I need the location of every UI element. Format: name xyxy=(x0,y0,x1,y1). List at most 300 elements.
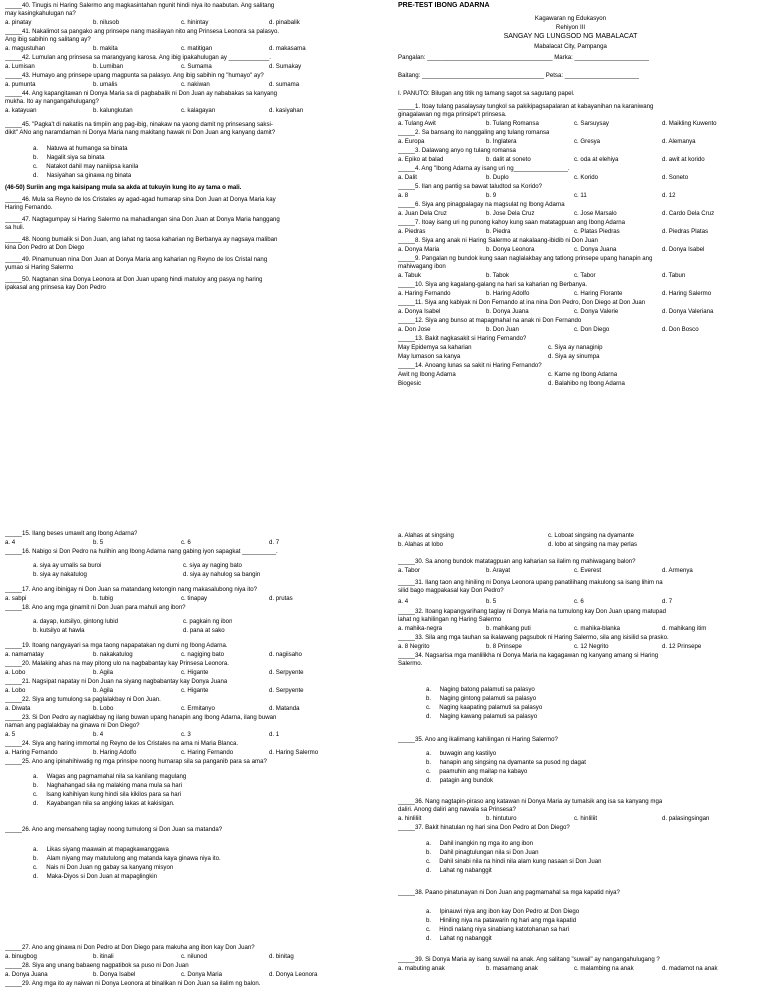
option: b. Jose Dela Cruz xyxy=(486,210,535,217)
option: b. masamang anak xyxy=(486,965,538,972)
option: d. binitag xyxy=(269,953,294,960)
option: c. Everest xyxy=(574,567,602,574)
question-32: _____32. Itoang kapangyarihang taglay ni Donya Maria na tumulong kay Don Juan upang matupad xyxy=(398,608,666,615)
option: a. 5 xyxy=(5,731,16,738)
option: Hindi nalang niya sinabiang katotohanan sa hari xyxy=(439,926,569,933)
option: a. Lobo xyxy=(5,687,26,694)
question-18-row-2 xyxy=(5,627,225,635)
option: c. Loboat singsing na dyamante xyxy=(548,532,635,539)
option: d. Donya Isabel xyxy=(662,246,705,253)
option: a. mabuting anak xyxy=(398,965,445,972)
question-35-option-d: d. patagin ang bundok xyxy=(426,777,494,784)
question-45: _____45. "Pagka't di nakatiis na timpiin ang pag-ibig, ninakaw na yaong damit ng prinsesang saksi- xyxy=(5,121,273,128)
option: b. Haring Adolfo xyxy=(93,749,137,756)
option: May lumason sa kanya xyxy=(398,353,461,360)
option: d. palasingsingan xyxy=(662,815,710,822)
option: c. matitigan xyxy=(181,45,213,52)
option: a. Lobo xyxy=(5,669,26,676)
option: d. Sumakay xyxy=(269,63,302,70)
question-41: _____41. Nakalimot sa pangako ang prinsepe nang masilayan nito ang Prinsesa Leonora sa palasyo. xyxy=(5,28,280,35)
option: b. Tulang Romansa xyxy=(486,120,539,127)
option: d. makasama xyxy=(269,45,306,52)
question-34: _____34. Nagsarisa mga manlilikha ni Donya Maria na kagagawan ng kanyang amang si Haring xyxy=(398,652,659,659)
question-1-options xyxy=(398,120,750,128)
option: b. Piedra xyxy=(486,228,511,235)
option: c. Haring Florante xyxy=(574,290,623,297)
option: b. nakakatulog xyxy=(93,651,133,658)
question-3: _____3. Dalawang anyo ng tulang romansa xyxy=(398,147,516,154)
option: a. Dalit xyxy=(398,174,417,181)
question-46: _____46. Mula sa Reyno de los Cristales ay agad-agad humarap sina Don Juan at Donya Maria kay xyxy=(5,196,276,203)
instructions: I. PANUTO: Bilugan ang titik ng tamang sagot sa sagutang papel. xyxy=(398,90,575,97)
question-50-cont: ipakasal ang prinsesa kay Don Pedro xyxy=(5,284,106,291)
question-16-row-2 xyxy=(5,571,260,579)
question-25-option-d: d. Kayabangan nila sa angking lakas at kakisigan. xyxy=(33,800,175,807)
question-50: _____50. Nagtanan sina Donya Leonora at Don Juan upang hindi matuloy ang pasya ng haring xyxy=(5,276,263,283)
question-44-cont: mukha. Ito ay nangangahulugang? xyxy=(5,98,99,105)
option: a. Tabuk xyxy=(398,272,421,279)
question-34-option-d: d. Naging kawang palamuti sa palasyo xyxy=(426,713,538,720)
question-35: _____35. Ano ang ikalimang kahilingan ni Haring Salermo? xyxy=(398,736,558,743)
option: c. Sumama xyxy=(181,63,212,70)
option: a. Piedras xyxy=(398,228,426,235)
option: b. Alahas at lobo xyxy=(398,541,444,548)
question-25: _____25. Ano ang ipinahihiwatig ng mga prinsipe noong humarap sila sa panganib para sa ama? xyxy=(5,758,267,765)
option: hanapin ang singsing na dyamante sa pusod ng dagat xyxy=(439,759,586,766)
option: b. hintuturo xyxy=(486,815,517,822)
option: d. Piedras Platas xyxy=(662,228,709,235)
question-42-options xyxy=(5,63,357,71)
option: c. 11 xyxy=(574,192,587,199)
option: b. Donya Leonora xyxy=(486,246,535,253)
question-1: _____1. Itoay tulang pasalaysay tungkol sa pakikipagsapalaran at kabayanihan na karaniwang xyxy=(398,103,654,110)
question-33: _____33. Sila ang mga tauhan sa ikalawang pagsubok ni Haring Salermo, sila ang isisilid sa prasko. xyxy=(398,634,669,641)
option: c. Donya Maria xyxy=(181,971,222,978)
option: a. Europa xyxy=(398,138,425,145)
question-20: _____20. Malaking ahas na may pitong ulo na nagbabantay kay Prinsesa Leonora. xyxy=(5,660,229,667)
question-23-options xyxy=(5,731,357,739)
question-14: _____14. Anoang lunas sa sakit ni Haring Fernando? xyxy=(398,362,542,369)
option: d. Armenya xyxy=(662,567,693,574)
question-36: _____36. Nang nagtapin-piraso ang katawan ni Donya Maria ay tumalsik ang isa sa kanyang mga xyxy=(398,798,663,805)
question-8: _____8. Siya ang anak ni Haring Salermo at nakalaang-ibidib ni Don Juan xyxy=(398,237,598,244)
option: a. pinatay xyxy=(5,19,32,26)
question-49-cont: yumao si Haring Salermo xyxy=(5,264,74,271)
option: Wagas ang pagmamahal nila sa kanilang magulang xyxy=(46,773,187,780)
option: buwagin ang kastilyo xyxy=(439,750,497,757)
option: c. nilunod xyxy=(181,953,208,960)
option: a. Tabor xyxy=(398,567,420,574)
question-33-options xyxy=(398,643,750,651)
question-28: _____28. Siya ang unang babaeng nagpatibok sa puso ni Don Juan xyxy=(5,962,189,969)
option: a. magustuhan xyxy=(5,45,46,52)
question-10-options xyxy=(398,290,750,298)
question-6: _____6. Siya ang pinagpalagay na magsulat ng Ibong Adarna xyxy=(398,201,565,208)
option: Nais ni Don Juan ng gabay sa kanyang misyon xyxy=(46,864,174,871)
option: a. Donya Juana xyxy=(5,971,48,978)
option: d. Matanda xyxy=(269,705,300,712)
question-26-option-a: a. Likas siyang maawain at mapagkawanggawa xyxy=(33,846,169,853)
option: c. 6 xyxy=(181,539,191,546)
question-34-option-a: a. Naging batong palamuti sa palasyo xyxy=(426,686,535,693)
option: c. malambing na anak xyxy=(574,965,634,972)
option: b. 9 xyxy=(486,192,497,199)
option: c. nagiging bato xyxy=(181,651,225,658)
option: b. makita xyxy=(93,45,118,52)
option: Naging gintong palamuti sa palasyo xyxy=(439,695,537,702)
option: b. Arayat xyxy=(486,567,511,574)
question-18-row-1 xyxy=(5,618,232,626)
grade-field: Baitang: ____________________________________ Petsa: ______________________ xyxy=(398,72,640,79)
option: c. Higante xyxy=(181,669,209,676)
option: c. 3 xyxy=(181,731,191,738)
option: d. Serpyente xyxy=(269,687,304,694)
option: a. Alahas at singsing xyxy=(398,532,454,539)
option: d. Don Bosco xyxy=(662,326,699,333)
option: d. Alemanya xyxy=(662,138,696,145)
question-26-option-c: c. Nais ni Don Juan ng gabay sa kanyang misyon xyxy=(33,864,174,871)
option: d. Donya Valeriana xyxy=(662,308,714,315)
option: Nasiyahan sa ginawa ng binata xyxy=(46,172,132,179)
question-36-options xyxy=(398,815,750,823)
option: a. Lumisan xyxy=(5,63,35,70)
option: a. Donya Isabel xyxy=(398,308,441,315)
question-29-row-1 xyxy=(398,532,634,540)
option: d. Siya ay sinumpa xyxy=(548,353,600,360)
option: Dahil sinabi nila na hindi nila alam kung nasaan si Don Juan xyxy=(439,858,602,865)
question-22: _____22. Siya ang tumulong sa paglalakbay ni Don Juan. xyxy=(5,696,161,703)
question-9-cont: mahiwagang ibon xyxy=(398,263,446,270)
option: Naging kawang palamuti sa palasyo xyxy=(439,713,538,720)
option: a. Tulang Awit xyxy=(398,120,436,127)
option: b. 4 xyxy=(93,731,104,738)
option: Likas siyang maawain at mapagkawanggawa xyxy=(46,846,169,853)
option: c. pagkain ng ibon xyxy=(183,618,233,625)
question-7-options xyxy=(398,228,750,236)
question-24-options xyxy=(5,749,357,757)
question-9-options xyxy=(398,272,750,280)
option: c. Jose Marsalo xyxy=(574,210,617,217)
option: d. kasiyahan xyxy=(269,107,304,114)
option: d. 12 xyxy=(662,192,676,199)
option: Naghahangad sila ng malaking mana mula sa hari xyxy=(46,782,183,789)
question-40-cont: may kasingkahulugan na? xyxy=(5,10,76,17)
question-48-cont: kina Don Pedro at Don Diego xyxy=(5,244,85,251)
question-38-option-b: b. Hiniling niya na patawarin ng hari ang mga kapatid xyxy=(426,917,577,924)
question-40-options xyxy=(5,19,357,27)
question-44-options xyxy=(5,107,357,115)
question-37-option-c: c. Dahil sinabi nila na hindi nila alam kung nasaan si Don Juan xyxy=(426,858,602,865)
option: Hiniling niya na patawarin ng hari ang mga kapatid xyxy=(439,917,577,924)
option: c. Sarsuysay xyxy=(574,120,609,127)
option: Lahat ng nabanggit xyxy=(439,935,492,942)
option: a. Donya Maria xyxy=(398,246,440,253)
option: a. Diwata xyxy=(5,705,31,712)
question-2-options xyxy=(398,138,750,146)
option: c. mahika-blanka xyxy=(574,625,621,632)
header-line-3: SANGAY NG LUNGSOD NG MABALACAT xyxy=(503,33,638,40)
question-17: _____17. Ano ang ibinigay ni Don Juan sa matandang ketongin nang makasalubong niya ito? xyxy=(5,586,258,593)
option: a. sabpi xyxy=(5,595,27,602)
option: Dahil inangkin ng mga ito ang ibon xyxy=(439,840,534,847)
option: b. tubig xyxy=(93,595,113,602)
option: c. Don Diego xyxy=(574,326,610,333)
option: a. 4 xyxy=(398,598,409,605)
question-42: _____42. Lumulan ang prinsesa sa marangyang karosa. Ang ibig ipakahulugan ay ____________. xyxy=(5,54,271,61)
option: Ipinauwi niya ang ibon kay Don Pedro at Don Diego xyxy=(439,908,580,915)
question-39: _____39. Si Donya Maria ay isang suwail na anak. Ang salitang "suwail" ay nangangahulugang ? xyxy=(398,956,660,963)
option: c. kalagayan xyxy=(181,107,216,114)
question-4: _____4. Ang "Ibong Adarna ay isang uri ng________________. xyxy=(398,165,570,172)
option: c. tinapay xyxy=(181,595,208,602)
option: c. Karne ng Ibong Adarna xyxy=(548,371,618,378)
question-13: _____13. Bakit nagkasakit si Haring Fernando? xyxy=(398,335,527,342)
question-14-row-1 xyxy=(398,371,617,379)
option: b. 8 Prinsepe xyxy=(486,643,522,650)
question-45-option-d: d. Nasiyahan sa ginawa ng binata xyxy=(33,172,132,179)
question-29: _____29. Ang mga ito ay naiwan ni Donya Leonora at binalikan ni Don Juan sa ilalim ng balon. xyxy=(5,980,261,987)
question-12-options xyxy=(398,326,750,334)
question-19: _____19. Itoang nangyayari sa mga taong napapatakan ng dumi ng Ibong Adarna. xyxy=(5,642,228,649)
option: b. Don Juan xyxy=(486,326,519,333)
question-26: _____26. Ano ang mensaheng taglay noong tumulong si Don Juan sa matanda? xyxy=(5,826,223,833)
option: a. Haring Fernando xyxy=(5,749,58,756)
question-38: _____38. Paano pinatunayan ni Don Juan ang pagmamahal sa mga kapatid niya? xyxy=(398,889,620,896)
option: b. siya ay nakatulog xyxy=(33,571,87,578)
option: Dahil pinagtulungan nila si Don Juan xyxy=(439,849,539,856)
option: d. siya ay nahulog sa bangin xyxy=(183,571,261,578)
question-27: _____27. Ano ang ginawa ni Don Pedro at Don Diego para makuha ang ibon kay Don Juan? xyxy=(5,944,255,951)
option: b. 5 xyxy=(486,598,497,605)
question-5-options xyxy=(398,192,750,200)
option: a. mahika-negra xyxy=(398,625,443,632)
option: d. prutas xyxy=(269,595,293,602)
option: Naging kaapating palamuti sa palasyo xyxy=(439,704,543,711)
question-35-option-a: a. buwagin ang kastilyo xyxy=(426,750,497,757)
question-18: _____18. Ano ang mga ginamit ni Don Juan para mahuli ang ibon? xyxy=(5,604,186,611)
question-34-option-b: b. Naging gintong palamuti sa palasyo xyxy=(426,695,537,702)
question-44: _____44. Ang kapangitawan ni Donya Maria sa di pagbabalik ni Don Juan ay nababakas sa kanyang xyxy=(5,90,278,97)
option: d. lobo at singsing na may perlas xyxy=(548,541,638,548)
option: d. Haring Salermo xyxy=(269,749,319,756)
option: a. 4 xyxy=(5,539,16,546)
option: a. pumunta xyxy=(5,81,36,88)
option: c. Platas Piedras xyxy=(574,228,620,235)
option: b. Lobo xyxy=(93,705,114,712)
question-45-option-a: a. Natuwa at humanga sa binata xyxy=(33,145,128,152)
question-40: _____40. Tinugis ni Haring Salermo ang magkasintahan ngunit hindi niya ito naabutan. Ang salitang xyxy=(5,2,275,9)
question-34-cont: Salermo. xyxy=(398,660,423,667)
option: a. namamatay xyxy=(5,651,44,658)
option: c. nakiwan xyxy=(181,81,210,88)
option: a. katayuan xyxy=(5,107,37,114)
option: Awit ng Ibong Adarna xyxy=(398,371,456,378)
question-11-options xyxy=(398,308,750,316)
question-45-option-c: c. Natakot dahil may naniiipsa kanila xyxy=(33,163,139,170)
question-37-option-b: b. Dahil pinagtulungan nila si Don Juan xyxy=(426,849,539,856)
option: a. Haring Fernando xyxy=(398,290,451,297)
option: Alam niyang may matutulong ang matanda kaya ginawa niya ito. xyxy=(46,855,221,862)
option: d. mahikang itim xyxy=(662,625,707,632)
option: b. Tabok xyxy=(486,272,509,279)
option: c. Donya Juana xyxy=(574,246,617,253)
option: paamuhin ang mailap na kabayo xyxy=(439,768,528,775)
question-47: _____47. Nagtagumpay si Haring Salermo na mahadlangan sina Don Juan at Donya Maria hanggang xyxy=(5,216,280,223)
question-21: _____21. Nagsipat napatay ni Don Juan na siyang nagbabantay kay Donya Juana xyxy=(5,678,228,685)
option: b. 5 xyxy=(93,539,104,546)
question-15-options xyxy=(5,539,357,547)
option: d. Soneto xyxy=(662,174,689,181)
question-45-option-b: b. Nagalit siya sa binata xyxy=(33,154,105,161)
header-line-4: Mabalacat City, Pampanga xyxy=(534,43,607,50)
header-line-1: Kagawaran ng Edukasyon xyxy=(534,15,607,22)
option: Biogesic xyxy=(398,380,422,387)
option: d. Cardo Dela Cruz xyxy=(662,210,715,217)
question-1-cont: ginagalawan ng mga prinsipe't prinsesa. xyxy=(398,111,507,118)
question-46-cont: Haring Fernando. xyxy=(5,204,53,211)
question-25-option-c: c. Isang kahihiyan kung hindi sila kikilos para sa hari xyxy=(33,791,182,798)
option: d. 12 Prinsepe xyxy=(662,643,702,650)
option: c. Donya Valerie xyxy=(574,308,619,315)
option: b. Donya Isabel xyxy=(93,971,136,978)
question-6-options xyxy=(398,210,750,218)
option: Nagalit siya sa binata xyxy=(46,154,105,161)
option: d. 1 xyxy=(269,731,280,738)
option: c. siya ay naging bato xyxy=(183,562,242,569)
question-13-row-2 xyxy=(398,353,600,361)
option: a. siya ay umalis sa buroi xyxy=(33,562,102,569)
option: c. Gresya xyxy=(574,138,601,145)
question-25-option-b: b. Naghahangad sila ng malaking mana mula sa hari xyxy=(33,782,183,789)
section-heading: (46-50) Suriin ang mga kaisipang mula sa akda at tukuyin kung ito ay tama o mali. xyxy=(5,184,242,191)
option: c. 6 xyxy=(574,598,584,605)
question-37: _____37. Bakit hinatulan ng hari sina Don Pedro at Don Diego? xyxy=(398,824,570,831)
question-49: _____49. Pinamunuan nina Don Juan at Donya Maria ang kaharian ng Reyno de los Cristal nang xyxy=(5,256,268,263)
option: d. Balahibo ng Ibong Adarna xyxy=(548,380,625,387)
option: b. Haring Adolfo xyxy=(486,290,530,297)
question-19-options xyxy=(5,651,357,659)
option: b. dalit at soneto xyxy=(486,156,531,163)
question-8-options xyxy=(398,246,750,254)
question-9: _____9. Pangalan ng bundok kung saan naglalakbay ang tatlong prinsepe upang hanapin ang xyxy=(398,255,653,262)
option: c. oda at elehiya xyxy=(574,156,619,163)
question-27-options xyxy=(5,953,357,961)
option: Natakot dahil may naniiipsa kanila xyxy=(46,163,139,170)
question-30: _____30. Sa anong bundok matatagpuan ang kaharian sa ilalim ng mahiwagang balon? xyxy=(398,558,636,565)
option: c. hinintay xyxy=(181,19,209,26)
option: d. Tabun xyxy=(662,272,686,279)
option: d. 7 xyxy=(269,539,280,546)
option: b. kalungkutan xyxy=(93,107,133,114)
option: b. Donya Juana xyxy=(486,308,529,315)
option: Isang kahihiyan kung hindi sila kikilos para sa hari xyxy=(46,791,182,798)
option: Lahat ng nabanggit xyxy=(439,867,492,874)
option: c. hinliliit xyxy=(574,815,598,822)
question-20-options xyxy=(5,669,357,677)
question-31: _____31. Ilang taon ang hiniling ni Donya Leonora upang panatilihang makulong sa isang lihim na xyxy=(398,579,663,586)
option: b. Agila xyxy=(93,687,113,694)
option: d. Haring Salermo xyxy=(662,290,712,297)
option: a. binugbog xyxy=(5,953,37,960)
option: Naging batong palamuti sa palasyo xyxy=(439,686,535,693)
question-37-option-d: d. Lahat ng nabanggit xyxy=(426,867,492,874)
option: a. Don Jose xyxy=(398,326,431,333)
question-47-cont: sa huli. xyxy=(5,224,25,231)
option: d. Serpyente xyxy=(269,669,304,676)
option: c. Korido xyxy=(574,174,599,181)
question-26-option-d: d. Maka-Diyos si Don Juan at mapaglingkin xyxy=(33,873,157,880)
question-3-options xyxy=(398,156,750,164)
question-35-option-c: c. paamuhin ang mailap na kabayo xyxy=(426,768,528,775)
page-title: PRE-TEST IBONG ADARNA xyxy=(398,2,490,9)
name-field: Pangalan: _____________________________________ Marka: ______________________ xyxy=(398,54,650,61)
option: b. Agila xyxy=(93,669,113,676)
option: a. Juan Dela Cruz xyxy=(398,210,447,217)
option: c. Tabor xyxy=(574,272,596,279)
option: c. 12 Negrito xyxy=(574,643,609,650)
question-13-row-1 xyxy=(398,344,603,352)
question-12: _____12. Siya ang bunso at mapagmahal na anak ni Don Fernando xyxy=(398,317,582,324)
question-36-cont: daliri. Anong daliri ang nawala sa Prinsesa? xyxy=(398,806,516,813)
question-37-option-a: a. Dahil inangkin ng mga ito ang ibon xyxy=(426,840,534,847)
option: a. 8 Negrito xyxy=(398,643,430,650)
option: a. hinliliit xyxy=(398,815,422,822)
option: d. nagiisaho xyxy=(269,651,302,658)
question-41-cont: Ang ibig sabihin ng salitang ay? xyxy=(5,36,91,43)
option: Natuwa at humanga sa binata xyxy=(46,145,128,152)
option: a. Epiko at balad xyxy=(398,156,444,163)
option: d. 7 xyxy=(662,598,673,605)
question-14-row-2 xyxy=(398,380,625,388)
option: b. umalis xyxy=(93,81,118,88)
option: d. pinabalik xyxy=(269,19,300,26)
question-38-option-c: c. Hindi nalang niya sinabiang katotohanan sa hari xyxy=(426,926,569,933)
question-39-options xyxy=(398,965,750,973)
option: b. kutsilyo at hawla xyxy=(33,627,85,634)
question-48: _____48. Noong bumalik si Don Juan, ang lahat ng taosa kaharian ng Berbanya ay nagsaya maliban xyxy=(5,236,278,243)
question-43: _____43. Humayo ang prinsepe upang magpunta sa palasyo. Ang ibig sabihin ng "humayo" ay? xyxy=(5,72,264,79)
option: c. Haring Fernando xyxy=(181,749,234,756)
question-17-options xyxy=(5,595,357,603)
question-10: _____10. Siya ang kagalang-galang na hari sa kaharian ng Berbanya. xyxy=(398,281,588,288)
question-25-option-a: a. Wagas ang pagmamahal nila sa kanilang magulang xyxy=(33,773,187,780)
question-15: _____15. Ilang beses umawit ang Ibong Adarna? xyxy=(5,530,138,537)
option: b. Lumiban xyxy=(93,63,124,70)
question-4-options xyxy=(398,174,750,182)
header-line-2: Rehiyon III xyxy=(555,24,586,31)
option: b. Duplo xyxy=(486,174,509,181)
question-30-options xyxy=(398,567,750,575)
question-26-option-b: b. Alam niyang may matutulong ang matanda kaya ginawa niya ito. xyxy=(33,855,221,862)
question-32-options xyxy=(398,625,750,633)
question-7: _____7. Itoay isang uri ng punong kahoy kung saan matatagpuan ang Ibong Adarna xyxy=(398,219,626,226)
option: May Epidemya sa kaharian xyxy=(398,344,472,351)
option: d. madamot na anak xyxy=(662,965,718,972)
question-28-options xyxy=(5,971,357,979)
option: Maka-Diyos si Don Juan at mapaglingkin xyxy=(46,873,157,880)
option: d. Donya Leonora xyxy=(269,971,318,978)
question-16: _____16. Nabigo si Don Pedro na hulihin ang Ibong Adarna nang gabing iyon sapagkat __________. xyxy=(5,548,278,555)
option: d. awit at korido xyxy=(662,156,705,163)
question-22-options xyxy=(5,705,357,713)
question-16-row-1 xyxy=(5,562,242,570)
option: b. Inglatera xyxy=(486,138,517,145)
option: patagin ang bundok xyxy=(439,777,494,784)
question-23-cont: naman ang paglalakbay na ginawa ni Don Diego? xyxy=(5,722,140,729)
option: a. 8 xyxy=(398,192,409,199)
question-38-option-a: a. Ipinauwi niya ang ibon kay Don Pedro at Don Diego xyxy=(426,908,580,915)
question-24: _____24. Siya ang haring immortal ng Reyno de los Cristales na ama ni Maria Blanca. xyxy=(5,740,239,747)
